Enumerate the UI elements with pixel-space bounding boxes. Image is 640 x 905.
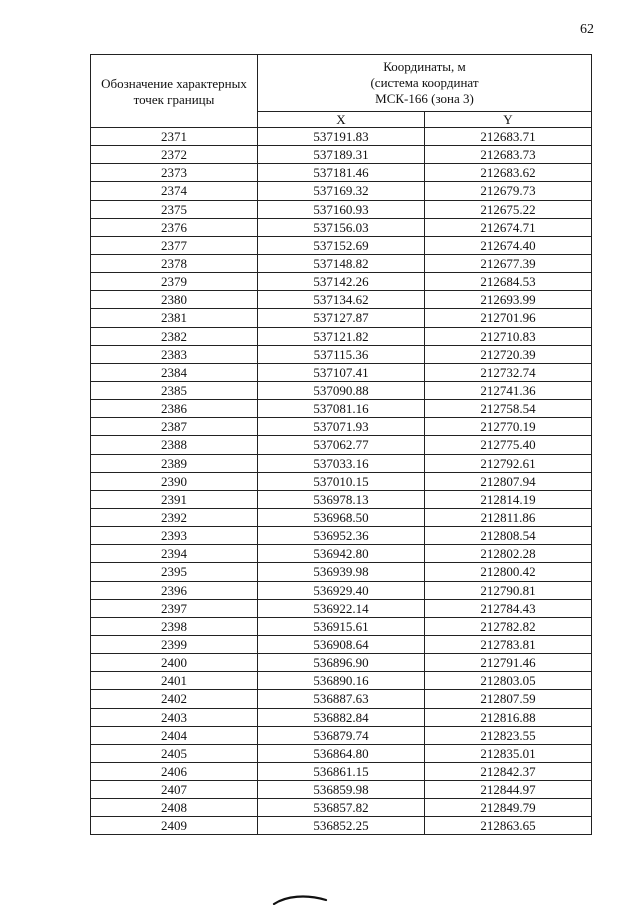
x-coordinate-cell: 536859.98: [258, 781, 425, 799]
y-coordinate-cell: 212811.86: [425, 508, 592, 526]
point-number-cell: 2398: [91, 617, 258, 635]
point-number-cell: 2372: [91, 146, 258, 164]
table-row: [91, 472, 592, 490]
y-coordinate-cell: 212741.36: [425, 381, 592, 399]
y-coordinate-cell: 212802.28: [425, 545, 592, 563]
point-number-cell: 2382: [91, 327, 258, 345]
y-coordinate-cell: 212674.71: [425, 218, 592, 236]
table-row: [91, 400, 592, 418]
y-coordinate-cell: 212693.99: [425, 291, 592, 309]
y-coordinate-cell: 212807.59: [425, 690, 592, 708]
point-number-cell: 2408: [91, 799, 258, 817]
x-coordinate-cell: 537156.03: [258, 218, 425, 236]
x-coordinate-cell: 537010.15: [258, 472, 425, 490]
table-row: [91, 327, 592, 345]
table-row: [91, 236, 592, 254]
y-coordinate-cell: 212683.62: [425, 164, 592, 182]
designation-header: Обозначение характерных точек границы: [91, 55, 258, 128]
x-coordinate-cell: 537127.87: [258, 309, 425, 327]
coordinates-header-line-1: Координаты, м: [383, 58, 466, 74]
table-row: [91, 781, 592, 799]
table-row: [91, 273, 592, 291]
point-number-cell: 2385: [91, 381, 258, 399]
point-number-cell: 2384: [91, 363, 258, 381]
y-coordinate-cell: 212784.43: [425, 599, 592, 617]
x-coordinate-cell: 537071.93: [258, 418, 425, 436]
x-coordinate-cell: 537191.83: [258, 128, 425, 146]
y-coordinate-cell: 212863.65: [425, 817, 592, 835]
table-row: [91, 164, 592, 182]
table-header: [91, 55, 592, 128]
point-number-cell: 2374: [91, 182, 258, 200]
table-row: [91, 218, 592, 236]
point-number-cell: 2389: [91, 454, 258, 472]
table-row: [91, 309, 592, 327]
y-coordinate-cell: 212814.19: [425, 490, 592, 508]
table-row: [91, 454, 592, 472]
point-number-cell: 2400: [91, 654, 258, 672]
x-header: X: [258, 111, 425, 127]
x-coordinate-cell: 537090.88: [258, 381, 425, 399]
point-number-cell: 2392: [91, 508, 258, 526]
table-row: [91, 291, 592, 309]
y-coordinate-cell: 212732.74: [425, 363, 592, 381]
table-row: [91, 508, 592, 526]
y-coordinate-cell: 212835.01: [425, 744, 592, 762]
table-row: [91, 708, 592, 726]
x-coordinate-cell: 536852.25: [258, 817, 425, 835]
y-coordinate-cell: 212808.54: [425, 527, 592, 545]
table-row: [91, 418, 592, 436]
table-row: [91, 744, 592, 762]
table-row: [91, 128, 592, 146]
table-row: [91, 599, 592, 617]
y-coordinate-cell: 212683.71: [425, 128, 592, 146]
x-coordinate-cell: 537081.16: [258, 400, 425, 418]
table-body: [91, 128, 592, 835]
table-row: [91, 200, 592, 218]
coordinates-header: [258, 55, 592, 112]
point-number-cell: 2394: [91, 545, 258, 563]
x-coordinate-cell: 536864.80: [258, 744, 425, 762]
point-number-cell: 2405: [91, 744, 258, 762]
coordinates-header-line-3: МСК-166 (зона 3): [375, 90, 474, 106]
point-number-cell: 2373: [91, 164, 258, 182]
x-coordinate-cell: 536857.82: [258, 799, 425, 817]
point-number-cell: 2399: [91, 635, 258, 653]
x-coordinate-cell: 537115.36: [258, 345, 425, 363]
point-number-cell: 2377: [91, 236, 258, 254]
table-row: [91, 527, 592, 545]
x-coordinate-cell: 536861.15: [258, 762, 425, 780]
point-number-cell: 2409: [91, 817, 258, 835]
point-number-cell: 2383: [91, 345, 258, 363]
x-coordinate-cell: 537142.26: [258, 273, 425, 291]
point-number-cell: 2378: [91, 254, 258, 272]
point-number-cell: 2388: [91, 436, 258, 454]
x-coordinate-cell: 536896.90: [258, 654, 425, 672]
x-coordinate-cell: 536939.98: [258, 563, 425, 581]
x-coordinate-cell: 537134.62: [258, 291, 425, 309]
point-number-cell: 2376: [91, 218, 258, 236]
x-coordinate-cell: 537148.82: [258, 254, 425, 272]
x-coordinate-cell: 537189.31: [258, 146, 425, 164]
point-number-cell: 2397: [91, 599, 258, 617]
y-coordinate-cell: 212823.55: [425, 726, 592, 744]
x-coordinate-cell: 536968.50: [258, 508, 425, 526]
point-number-cell: 2403: [91, 708, 258, 726]
table-row: [91, 762, 592, 780]
x-coordinate-cell: 537160.93: [258, 200, 425, 218]
coordinates-header-line-2: (система координат: [370, 74, 479, 90]
x-coordinate-cell: 536882.84: [258, 708, 425, 726]
y-coordinate-cell: 212844.97: [425, 781, 592, 799]
y-coordinate-cell: 212683.73: [425, 146, 592, 164]
y-coordinate-cell: 212803.05: [425, 672, 592, 690]
x-coordinate-cell: 537033.16: [258, 454, 425, 472]
table-row: [91, 726, 592, 744]
y-coordinate-cell: 212758.54: [425, 400, 592, 418]
y-coordinate-cell: 212800.42: [425, 563, 592, 581]
table-row: [91, 581, 592, 599]
point-number-cell: 2406: [91, 762, 258, 780]
y-coordinate-cell: 212677.39: [425, 254, 592, 272]
y-coordinate-cell: 212775.40: [425, 436, 592, 454]
table-row: [91, 635, 592, 653]
point-number-cell: 2390: [91, 472, 258, 490]
table-row: [91, 672, 592, 690]
point-number-cell: 2375: [91, 200, 258, 218]
point-number-cell: 2407: [91, 781, 258, 799]
point-number-cell: 2401: [91, 672, 258, 690]
page-number: 62: [580, 22, 594, 37]
y-coordinate-cell: 212679.73: [425, 182, 592, 200]
y-coordinate-cell: 212674.40: [425, 236, 592, 254]
y-coordinate-cell: 212791.46: [425, 654, 592, 672]
table-row: [91, 436, 592, 454]
table-row: [91, 381, 592, 399]
x-coordinate-cell: 536887.63: [258, 690, 425, 708]
header-row: [91, 55, 592, 112]
x-coordinate-cell: 537152.69: [258, 236, 425, 254]
table-row: [91, 690, 592, 708]
y-coordinate-cell: 212720.39: [425, 345, 592, 363]
table-row: [91, 817, 592, 835]
x-coordinate-cell: 536952.36: [258, 527, 425, 545]
table-row: [91, 363, 592, 381]
y-coordinate-cell: 212710.83: [425, 327, 592, 345]
point-number-cell: 2379: [91, 273, 258, 291]
y-coordinate-cell: 212782.82: [425, 617, 592, 635]
y-coordinate-cell: 212816.88: [425, 708, 592, 726]
y-coordinate-cell: 212849.79: [425, 799, 592, 817]
point-number-cell: 2395: [91, 563, 258, 581]
y-coordinate-cell: 212792.61: [425, 454, 592, 472]
x-coordinate-cell: 536908.64: [258, 635, 425, 653]
x-coordinate-cell: 536929.40: [258, 581, 425, 599]
coordinates-table: [90, 54, 592, 835]
y-coordinate-cell: 212675.22: [425, 200, 592, 218]
point-number-cell: 2391: [91, 490, 258, 508]
y-header: Y: [425, 111, 592, 127]
point-number-cell: 2393: [91, 527, 258, 545]
x-coordinate-cell: 536879.74: [258, 726, 425, 744]
point-number-cell: 2404: [91, 726, 258, 744]
x-coordinate-cell: 537181.46: [258, 164, 425, 182]
point-number-cell: 2387: [91, 418, 258, 436]
signature-mark: [272, 893, 328, 905]
x-coordinate-cell: 537062.77: [258, 436, 425, 454]
y-coordinate-cell: 212790.81: [425, 581, 592, 599]
x-coordinate-cell: 536922.14: [258, 599, 425, 617]
x-coordinate-cell: 536890.16: [258, 672, 425, 690]
x-coordinate-cell: 536915.61: [258, 617, 425, 635]
y-coordinate-cell: 212807.94: [425, 472, 592, 490]
table-row: [91, 490, 592, 508]
x-coordinate-cell: 537121.82: [258, 327, 425, 345]
y-coordinate-cell: 212842.37: [425, 762, 592, 780]
y-coordinate-cell: 212684.53: [425, 273, 592, 291]
table-row: [91, 545, 592, 563]
table-row: [91, 617, 592, 635]
table-row: [91, 345, 592, 363]
table-row: [91, 146, 592, 164]
x-coordinate-cell: 537169.32: [258, 182, 425, 200]
table-row: [91, 563, 592, 581]
point-number-cell: 2371: [91, 128, 258, 146]
point-number-cell: 2396: [91, 581, 258, 599]
point-number-cell: 2380: [91, 291, 258, 309]
table-row: [91, 654, 592, 672]
x-coordinate-cell: 537107.41: [258, 363, 425, 381]
point-number-cell: 2402: [91, 690, 258, 708]
table-row: [91, 254, 592, 272]
y-coordinate-cell: 212701.96: [425, 309, 592, 327]
table-row: [91, 182, 592, 200]
y-coordinate-cell: 212783.81: [425, 635, 592, 653]
table-row: [91, 799, 592, 817]
x-coordinate-cell: 536942.80: [258, 545, 425, 563]
x-coordinate-cell: 536978.13: [258, 490, 425, 508]
y-coordinate-cell: 212770.19: [425, 418, 592, 436]
point-number-cell: 2381: [91, 309, 258, 327]
point-number-cell: 2386: [91, 400, 258, 418]
